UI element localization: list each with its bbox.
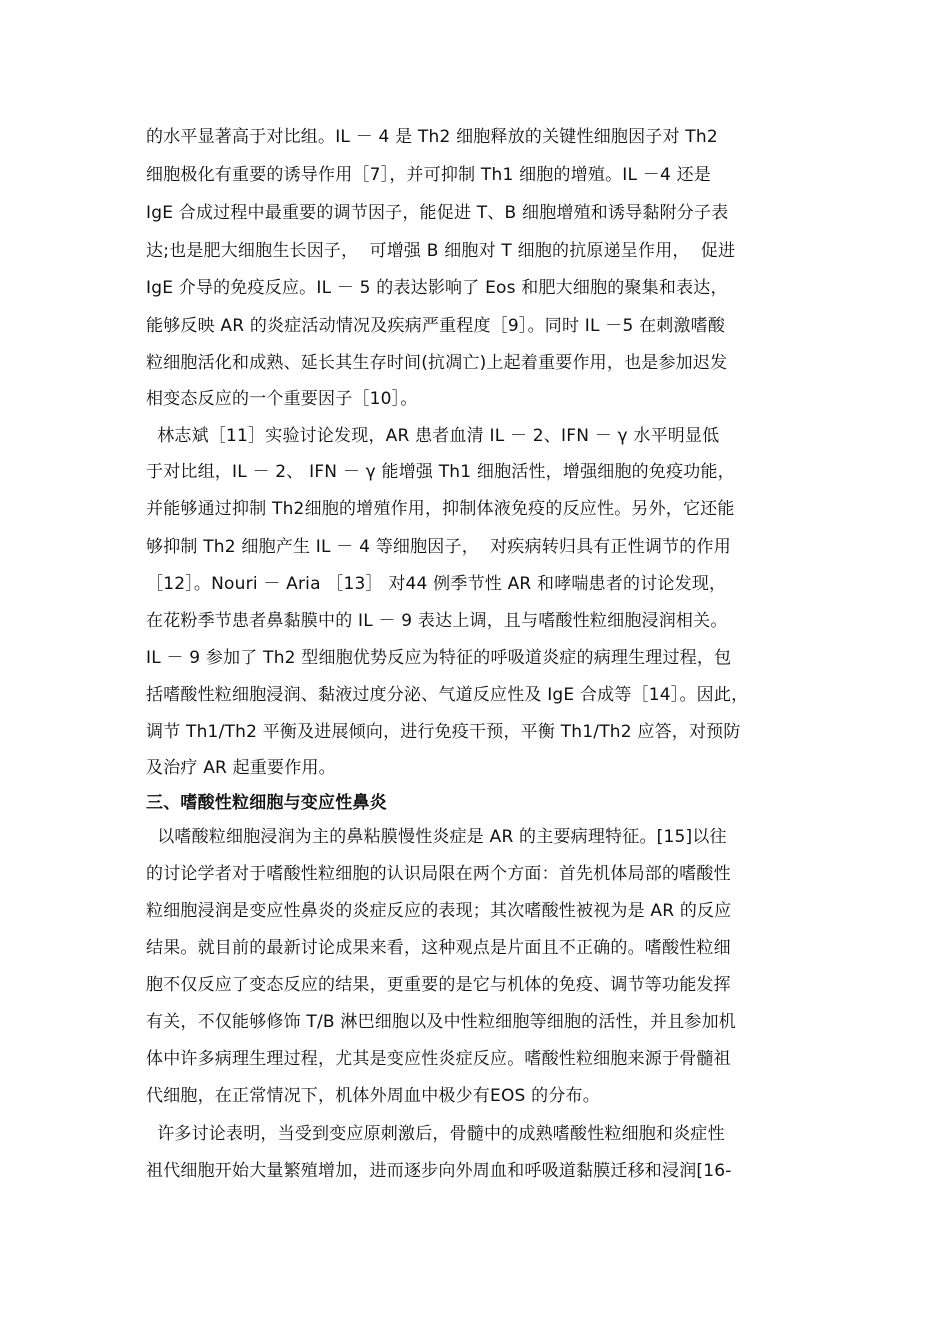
- text-line: 的讨论学者对于嗜酸性粒细胞的认识局限在两个方面：首先机体局部的嗜酸性: [146, 864, 731, 884]
- text-line: ［12］。Nouri － Aria ［13］ 对44 例季节性 AR 和哮喘患者的讨论发现，: [146, 574, 727, 594]
- text-line: 括嗜酸性粒细胞浸润、黏液过度分泌、气道反应性及 IgE 合成等［14］。因此，: [146, 685, 749, 705]
- text-line: 许多讨论表明，当受到变应原刺激后，骨髓中的成熟嗜酸性粒细胞和炎症性: [146, 1124, 725, 1144]
- section-heading: 三、嗜酸性粒细胞与变应性鼻炎: [146, 793, 387, 813]
- text-line: 林志斌［11］实验讨论发现，AR 患者血清 IL － 2、IFN － γ 水平明显低: [146, 426, 720, 446]
- text-line: 的水平显著高于对比组。IL － 4 是 Th2 细胞释放的关键性细胞因子对 Th2: [146, 127, 718, 147]
- text-line: 有关，不仅能够修饰 T/B 淋巴细胞以及中性粒细胞等细胞的活性，并且参加机: [146, 1012, 736, 1032]
- text-line: 调节 Th1/Th2 平衡及进展倾向，进行免疫干预，平衡 Th1/Th2 应答，对预防: [146, 722, 741, 742]
- text-line: 并能够通过抑制 Th2细胞的增殖作用，抑制体液免疫的反应性。另外，它还能: [146, 499, 735, 519]
- text-line: 祖代细胞开始大量繁殖增加，进而逐步向外周血和呼吸道黏膜迁移和浸润[16-: [146, 1161, 732, 1181]
- text-line: 代细胞，在正常情况下，机体外周血中极少有EOS 的分布。: [146, 1086, 600, 1106]
- text-line: 及治疗 AR 起重要作用。: [146, 758, 336, 778]
- text-line: 达;也是肥大细胞生长因子， 可增强 B 细胞对 T 细胞的抗原递呈作用， 促进: [146, 241, 736, 261]
- text-line: 能够反映 AR 的炎症活动情况及疾病严重程度［9］。同时 IL －5 在刺激嗜酸: [146, 316, 726, 336]
- text-line: 相变态反应的一个重要因子［10］。: [146, 389, 418, 409]
- text-line: 胞不仅反应了变态反应的结果，更重要的是它与机体的免疫、调节等功能发挥: [146, 975, 731, 995]
- text-line: 结果。就目前的最新讨论成果来看，这种观点是片面且不正确的。嗜酸性粒细: [146, 938, 731, 958]
- text-line: 体中许多病理生理过程，尤其是变应性炎症反应。嗜酸性粒细胞来源于骨髓祖: [146, 1049, 731, 1069]
- text-line: IgE 合成过程中最重要的调节因子，能促进 T、B 细胞增殖和诱导黏附分子表: [146, 203, 729, 223]
- text-line: IL － 9 参加了 Th2 型细胞优势反应为特征的呼吸道炎症的病理生理过程，包: [146, 648, 732, 668]
- text-line: 在花粉季节患者鼻黏膜中的 IL － 9 表达上调，且与嗜酸性粒细胞浸润相关。: [146, 611, 728, 631]
- text-line: 粒细胞活化和成熟、延长其生存时间(抗凋亡)上起着重要作用，也是参加迟发: [146, 353, 728, 373]
- text-line: 于对比组，IL － 2、 IFN － γ 能增强 Th1 细胞活性，增强细胞的免疫功能，: [146, 462, 735, 482]
- text-line: IgE 介导的免疫反应。IL － 5 的表达影响了 Eos 和肥大细胞的聚集和表达，: [146, 278, 728, 298]
- text-line: 以嗜酸粒细胞浸润为主的鼻粘膜慢性炎症是 AR 的主要病理特征。[15]以往: [146, 827, 727, 847]
- text-line: 粒细胞浸润是变应性鼻炎的炎症反应的表现；其次嗜酸性被视为是 AR 的反应: [146, 901, 732, 921]
- text-line: 够抑制 Th2 细胞产生 IL － 4 等细胞因子， 对疾病转归具有正性调节的作用: [146, 537, 731, 557]
- text-line: 细胞极化有重要的诱导作用［7］，并可抑制 Th1 细胞的增殖。IL －4 还是: [146, 165, 712, 185]
